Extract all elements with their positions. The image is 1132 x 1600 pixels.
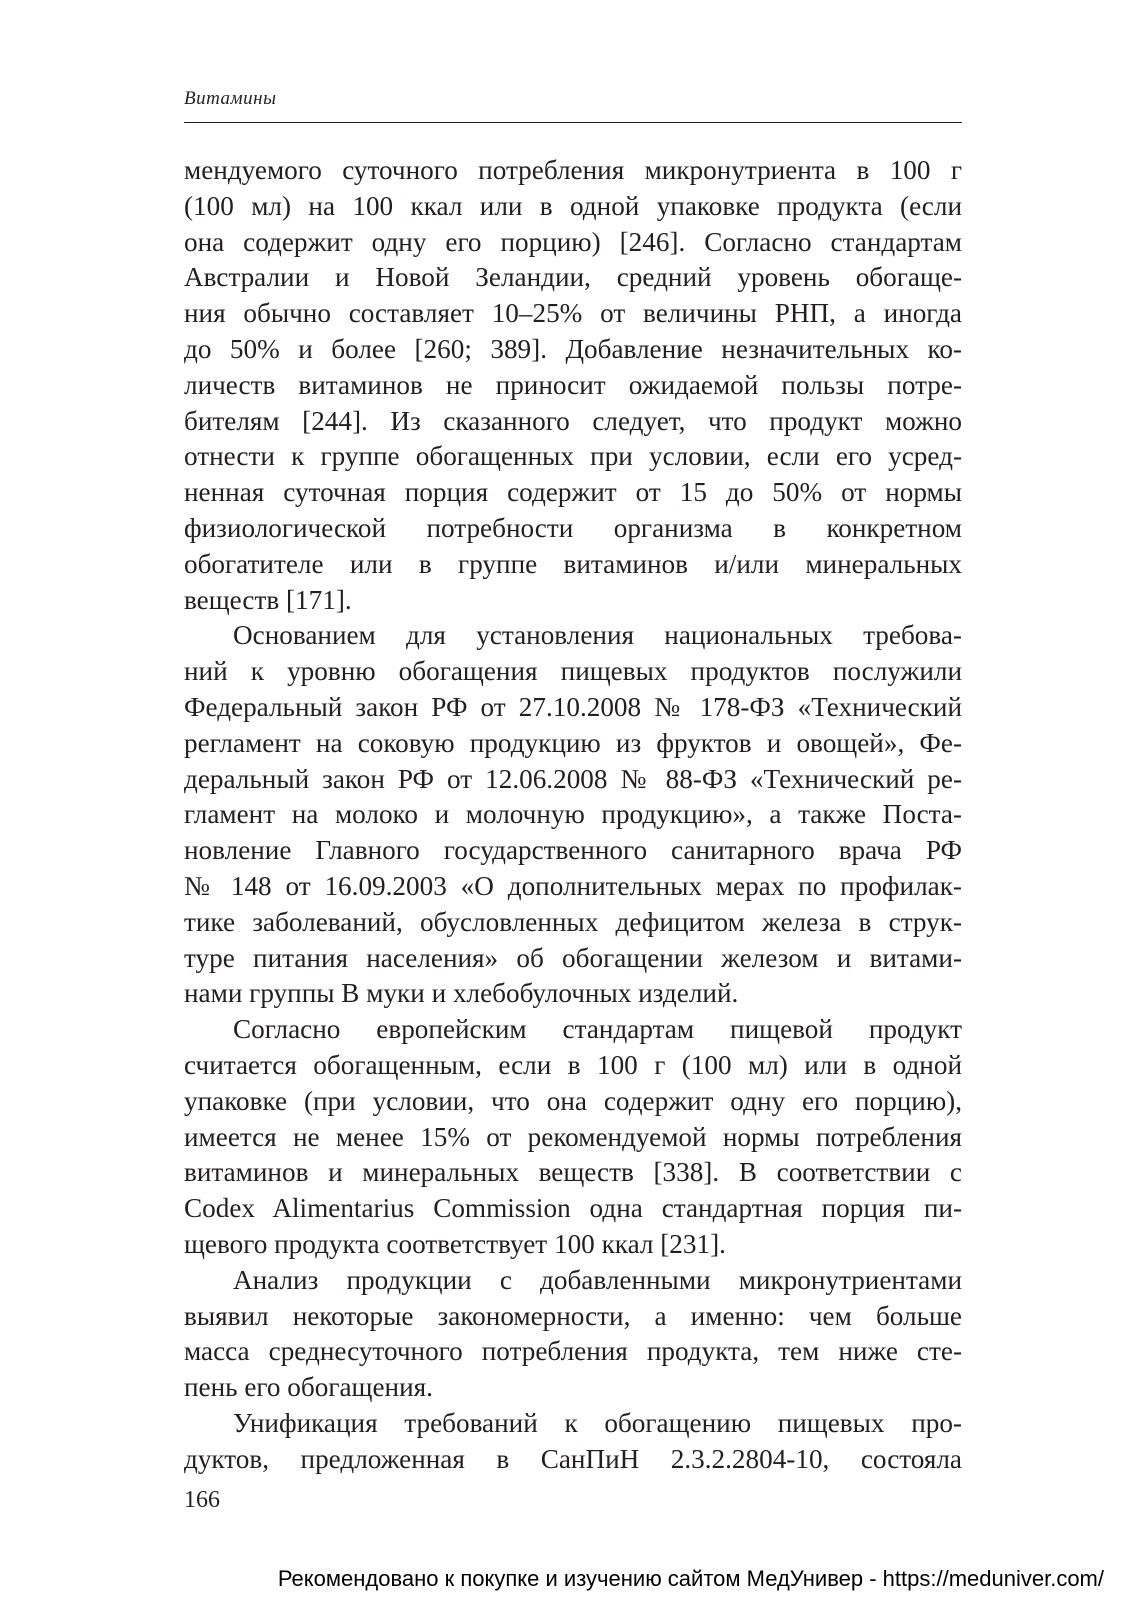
text-line: до 50% и более [260; 389]. Добавление незначительных ко-: [184, 333, 962, 364]
text-line: бителям [244]. Из сказанного следует, что продукт можно: [184, 405, 962, 436]
paragraph-first-line: Основанием для установления национальных требова-: [233, 620, 962, 651]
text-line: мендуемого суточного потребления микронутриента в 100 г: [184, 155, 962, 185]
text-line: считается обогащенным, если в 100 г (100 мл) или в одной: [184, 1049, 962, 1080]
text-line: пень его обогащения.: [184, 1372, 433, 1403]
text-line: Codex Alimentarius Commission одна стандартная порция пи-: [184, 1193, 962, 1224]
text-line: регламент на соковую продукцию из фруктов и овощей», Фе-: [184, 727, 962, 758]
text-line: обогатителе или в группе витаминов и/или минеральных: [184, 548, 962, 579]
text-line: отнести к группе обогащенных при условии, если его усред-: [184, 441, 962, 472]
header-rule: [184, 122, 962, 123]
paragraph-first-line: Согласно европейским стандартам пищевой продукт: [233, 1014, 962, 1045]
paragraph-first-line: Анализ продукции с добавленными микронутриентами: [233, 1264, 962, 1295]
text-line: Австралии и Новой Зеландии, средний уровень обогаще-: [184, 262, 962, 293]
text-line: ненная суточная порция содержит от 15 до 50% от нормы: [184, 477, 962, 508]
text-line: Федеральный закон РФ от 27.10.2008 № 178-ФЗ «Технический: [184, 691, 962, 722]
text-line: выявил некоторые закономерности, а именно: чем больше: [184, 1300, 962, 1331]
text-line: новление Главного государственного санитарного врача РФ: [184, 835, 962, 866]
text-line: дуктов, предложенная в СанПиН 2.3.2.2804-10, состояла: [184, 1443, 962, 1474]
text-line: ний к уровню обогащения пищевых продуктов послужили: [184, 656, 962, 687]
text-line: тике заболеваний, обусловленных дефицитом железа в струк-: [184, 906, 962, 937]
text-line: имеется не менее 15% от рекомендуемой нормы потребления: [184, 1121, 962, 1152]
text-line: гламент на молоко и молочную продукцию», а также Поста-: [184, 799, 962, 830]
text-line: деральный закон РФ от 12.06.2008 № 88-ФЗ «Технический ре-: [184, 763, 962, 794]
text-line: она содержит одну его порцию) [246]. Согласно стандартам: [184, 226, 962, 257]
body-text: [184, 153, 962, 1477]
watermark-note: Рекомендовано к покупке и изучению сайтом МедУнивер - https://meduniver.com/: [277, 1566, 1104, 1591]
text-line: физиологической потребности организма в конкретном: [184, 512, 962, 543]
running-title: Витамины: [184, 88, 277, 109]
page-number: 166: [184, 1487, 220, 1513]
paragraph-first-line: Унификация требований к обогащению пищевых про-: [233, 1407, 962, 1438]
text-line: витаминов и минеральных веществ [338]. В соответствии с: [184, 1157, 962, 1188]
text-line: № 148 от 16.09.2003 «О дополнительных мерах по профилак-: [184, 870, 962, 901]
text-line: туре питания населения» об обогащении железом и витами-: [184, 942, 962, 973]
text-line: масса среднесуточного потребления продукта, тем ниже сте-: [184, 1336, 962, 1367]
text-line: ния обычно составляет 10–25% от величины РНП, а иногда: [184, 298, 962, 329]
text-line: (100 мл) на 100 ккал или в одной упаковке продукта (если: [184, 190, 962, 221]
text-line: щевого продукта соответствует 100 ккал [231].: [184, 1228, 726, 1259]
text-line: упаковке (при условии, что она содержит одну его порцию),: [184, 1085, 962, 1116]
text-line: веществ [171].: [184, 584, 352, 615]
text-line: личеств витаминов не приносит ожидаемой пользы потре-: [184, 369, 962, 400]
text-line: нами группы В муки и хлебобулочных изделий.: [184, 978, 739, 1009]
